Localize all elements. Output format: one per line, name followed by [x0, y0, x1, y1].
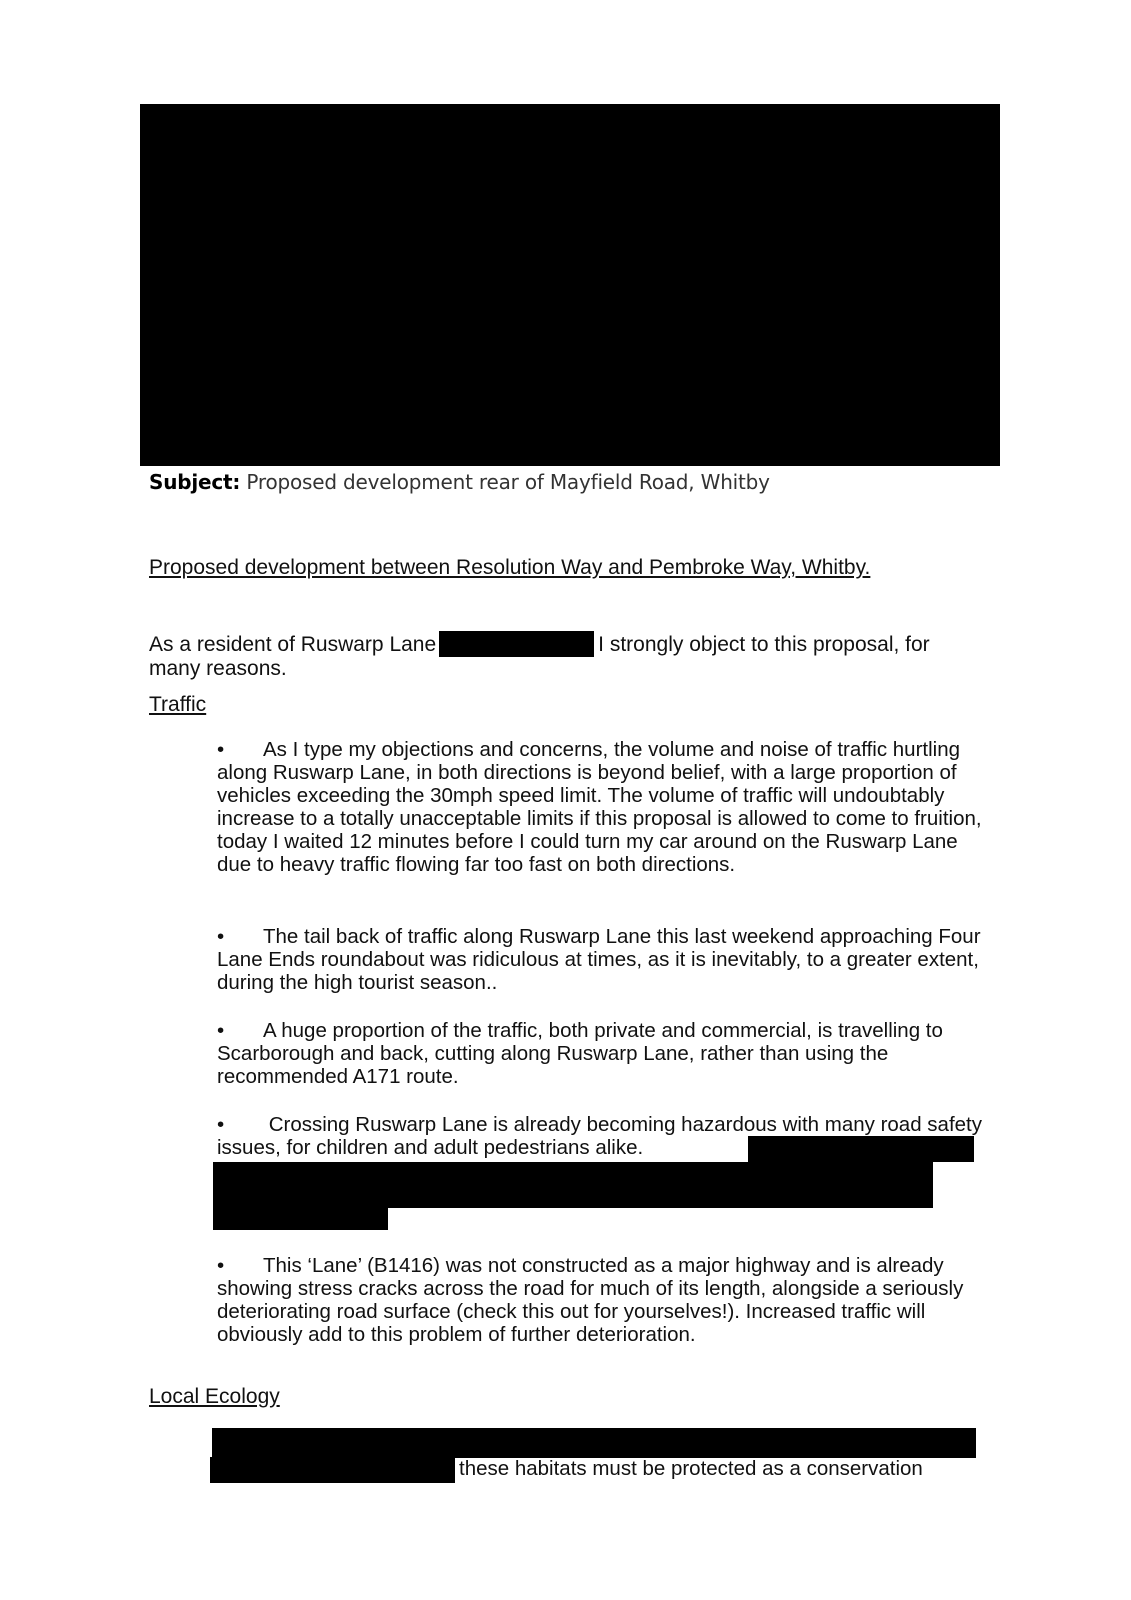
- traffic-bullet-5: [217, 1254, 987, 1346]
- bullet-marker: •: [217, 1019, 225, 1042]
- redacted-header-block: [140, 104, 1000, 466]
- bullet-marker: •: [217, 1254, 225, 1277]
- document-title: Proposed development between Resolution Way and Pembroke Way, Whitby.: [149, 556, 871, 579]
- bullet-text: A huge proportion of the traffic, both private and commercial, is travelling to Scarborough and back, cutting along Ruswarp Lane, rather than using the recommended A171 route.: [217, 1019, 943, 1088]
- intro-part-2: I strongly object to this proposal, for: [598, 633, 930, 656]
- subject-label: Subject:: [149, 470, 241, 494]
- email-subject: [149, 470, 770, 494]
- traffic-bullet-3: [217, 1019, 987, 1088]
- redacted-text-1: [748, 1136, 974, 1162]
- intro-part-3: many reasons.: [149, 657, 287, 680]
- section-heading-ecology: Local Ecology: [149, 1385, 280, 1408]
- subject-text: Proposed development rear of Mayfield Road, Whitby: [246, 470, 770, 494]
- intro-part-1: As a resident of Ruswarp Lane: [149, 633, 437, 656]
- bullet-marker: •: [217, 925, 225, 948]
- bullet-text: Crossing Ruswarp Lane is already becoming hazardous with many road safety issues, for children and adult pedestrians alike.: [217, 1113, 983, 1159]
- section-heading-traffic: Traffic: [149, 693, 207, 716]
- ecology-text: these habitats must be protected as a conservation: [459, 1457, 923, 1480]
- redacted-text-2: [213, 1162, 933, 1208]
- redacted-address: [439, 631, 594, 657]
- intro-paragraph: [149, 631, 989, 680]
- traffic-bullet-2: [217, 925, 987, 994]
- traffic-bullet-1: [217, 738, 987, 876]
- bullet-marker: •: [217, 738, 225, 761]
- redacted-text-3: [213, 1206, 388, 1230]
- bullet-text: As I type my objections and concerns, the volume and noise of traffic hurtling along Ruswarp Lane, in both directions is beyond belief, with a large proportion of vehicles exceeding the 30mph speed limit. The volume of traffic will undoubtably increase to a totally unacceptable limits if this proposal is allowed to come to fruition, today I waited 12 minutes before I could turn my car around on the Ruswarp Lane due to heavy traffic flowing far too fast on both directions.: [217, 738, 982, 876]
- redacted-ecology-2: [210, 1457, 455, 1483]
- redacted-ecology-1: [212, 1428, 976, 1458]
- bullet-text: The tail back of traffic along Ruswarp Lane this last weekend approaching Four Lane Ends roundabout was ridiculous at times, as it is inevitably, to a greater extent, during the high tourist season..: [217, 925, 981, 994]
- bullet-text: This ‘Lane’ (B1416) was not constructed as a major highway and is already showing stress cracks across the road for much of its length, alongside a seriously deteriorating road surface (check this out for yourselves!). Increased traffic will obviously add to this problem of further deterioration.: [217, 1254, 964, 1346]
- bullet-marker: •: [217, 1113, 225, 1136]
